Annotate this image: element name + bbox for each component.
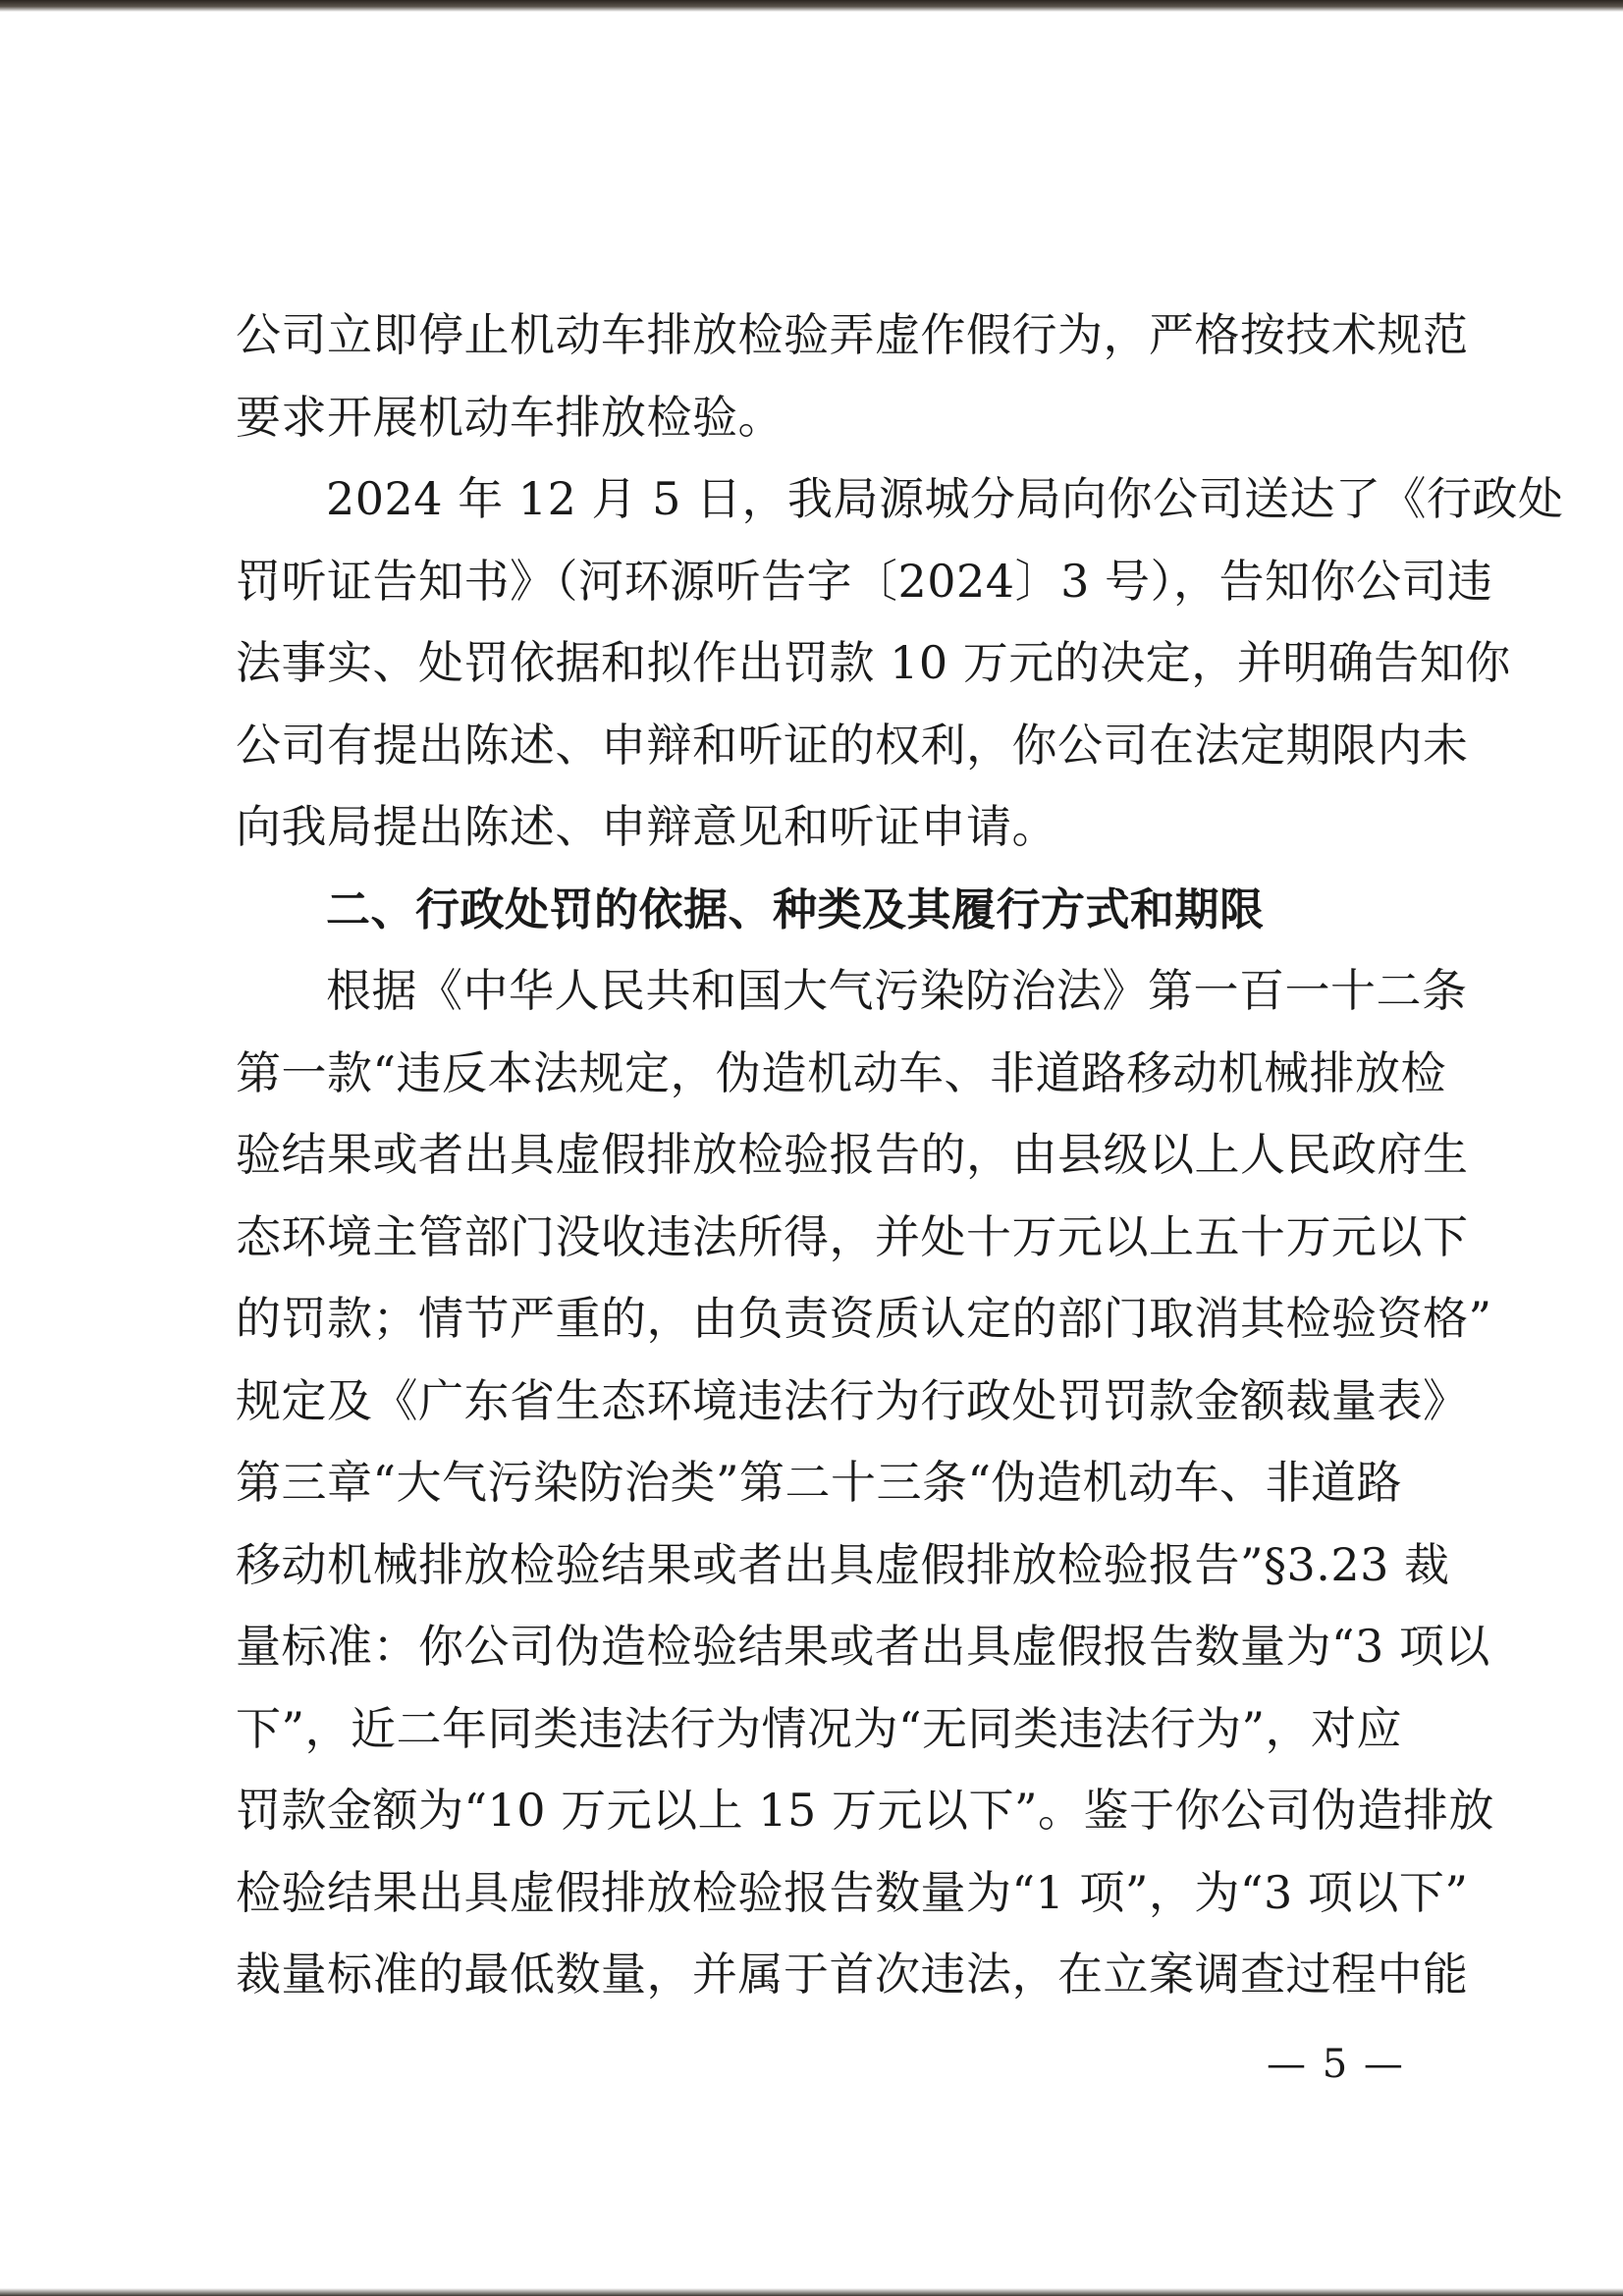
text-line: 罚听证告知书》（河环源听告字〔2024〕3 号），告知你公司违 <box>236 554 1493 608</box>
text-line: 下”，近二年同类违法行为情况为“无同类违法行为”，对应 <box>236 1701 1403 1755</box>
text-line: 第一款“违反本法规定，伪造机动车、非道路移动机械排放检 <box>236 1045 1447 1099</box>
text-line: 第三章“大气污染防治类”第二十三条“伪造机动车、非道路 <box>236 1456 1403 1509</box>
text-line: 量标准：你公司伪造检验结果或者出具虚假报告数量为“3 项以 <box>236 1620 1490 1673</box>
text-line: 检验结果出具虚假排放检验报告数量为“1 项”，为“3 项以下” <box>236 1865 1469 1919</box>
text-line: 的罚款；情节严重的，由负责资质认定的部门取消其检验资格” <box>236 1292 1492 1345</box>
scan-top-edge <box>0 0 1623 12</box>
document-body <box>236 294 1564 2016</box>
text-line: 法事实、处罚依据和拟作出罚款 10 万元的决定，并明确告知你 <box>236 636 1511 689</box>
text-line: 裁量标准的最低数量，并属于首次违法，在立案调查过程中能 <box>236 1948 1469 2001</box>
text-line: 向我局提出陈述、申辩意见和听证申请。 <box>236 800 1057 853</box>
text-line: 公司有提出陈述、申辩和听证的权利，你公司在法定期限内未 <box>236 718 1469 772</box>
scan-bottom-edge <box>0 2288 1623 2296</box>
text-line: 移动机械排放检验结果或者出具虚假排放检验报告”§3.23 裁 <box>236 1537 1450 1591</box>
section-heading: 二、行政处罚的依据、种类及其履行方式和期限 <box>326 882 1265 935</box>
text-line: 2024 年 12 月 5 日，我局源城分局向你公司送达了《行政处 <box>326 472 1564 525</box>
text-line: 验结果或者出具虚假排放检验报告的，由县级以上人民政府生 <box>236 1128 1469 1181</box>
page-number: — 5 — <box>1267 2042 1405 2087</box>
text-line: 根据《中华人民共和国大气污染防治法》第一百一十二条 <box>326 964 1468 1017</box>
text-line: 规定及《广东省生态环境违法行为行政处罚罚款金额裁量表》 <box>236 1373 1469 1427</box>
text-line: 要求开展机动车排放检验。 <box>236 390 784 444</box>
text-line: 公司立即停止机动车排放检验弄虚作假行为，严格按技术规范 <box>236 308 1469 361</box>
text-line: 态环境主管部门没收违法所得，并处十万元以上五十万元以下 <box>236 1209 1469 1263</box>
text-line: 罚款金额为“10 万元以上 15 万元以下”。鉴于你公司伪造排放 <box>236 1784 1494 1837</box>
